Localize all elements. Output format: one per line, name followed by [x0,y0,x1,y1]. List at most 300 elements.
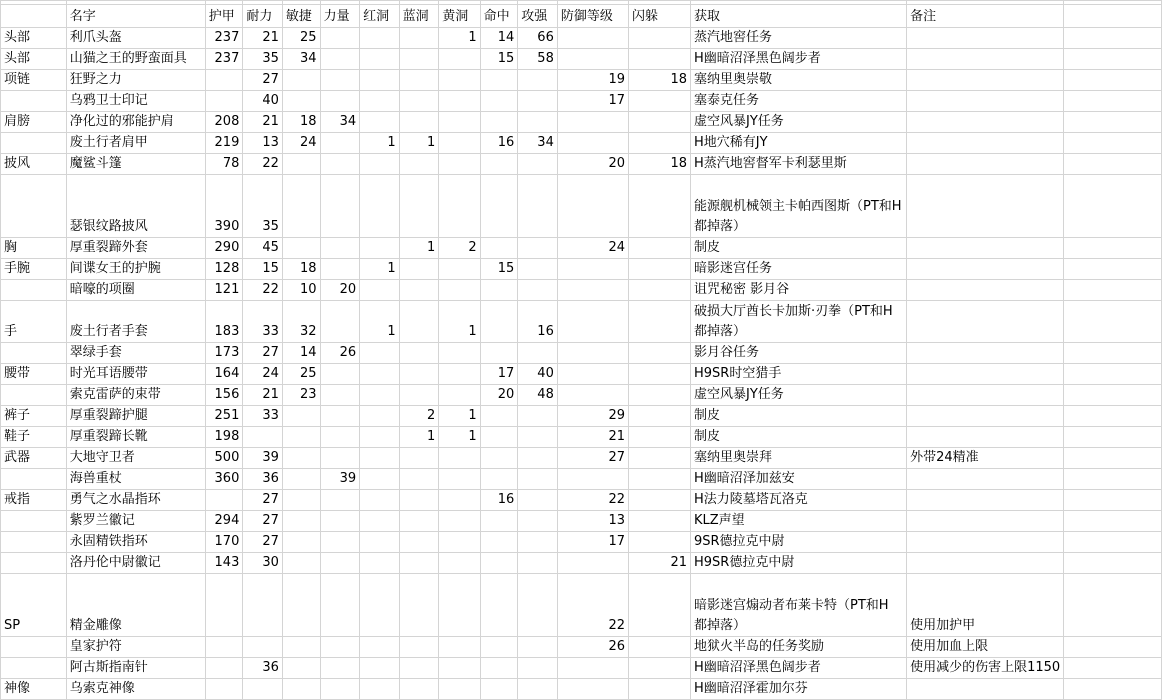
header-cell-agility[interactable]: 敏捷 [282,5,320,28]
cell-yellow-socket[interactable] [439,490,480,511]
cell-defense[interactable]: 29 [557,406,628,427]
cell-hit[interactable]: 20 [480,385,518,406]
cell-note[interactable] [907,238,1064,259]
cell-note[interactable] [907,175,1064,238]
cell-stamina[interactable]: 36 [243,469,283,490]
header-cell-slot[interactable] [1,5,67,28]
cell-blue-socket[interactable] [399,448,439,469]
header-cell-hit[interactable]: 命中 [480,5,518,28]
cell-slot[interactable] [1,532,67,553]
cell-slot[interactable]: 手 [1,301,67,343]
cell-name[interactable]: 阿古斯指南针 [66,658,205,679]
cell-attack-power[interactable] [518,553,558,574]
cell-extra[interactable] [1064,427,1162,448]
cell-blue-socket[interactable] [399,301,439,343]
cell-strength[interactable] [320,364,360,385]
cell-blue-socket[interactable] [399,574,439,637]
cell-agility[interactable] [282,574,320,637]
cell-extra[interactable] [1064,28,1162,49]
cell-blue-socket[interactable] [399,154,439,175]
cell-name[interactable]: 厚重裂蹄长靴 [66,427,205,448]
cell-agility[interactable] [282,238,320,259]
cell-armor[interactable]: 500 [205,448,243,469]
cell-dodge[interactable] [629,490,691,511]
cell-armor[interactable]: 143 [205,553,243,574]
cell-note[interactable] [907,343,1064,364]
cell-stamina[interactable]: 40 [243,91,283,112]
cell-slot[interactable]: 头部 [1,28,67,49]
cell-dodge[interactable] [629,469,691,490]
cell-dodge[interactable] [629,301,691,343]
cell-note[interactable] [907,259,1064,280]
cell-slot[interactable] [1,91,67,112]
cell-dodge[interactable] [629,175,691,238]
cell-attack-power[interactable] [518,112,558,133]
cell-source[interactable]: 影月谷任务 [690,343,906,364]
cell-strength[interactable] [320,658,360,679]
cell-defense[interactable] [557,49,628,70]
cell-stamina[interactable]: 27 [243,70,283,91]
cell-agility[interactable] [282,448,320,469]
cell-attack-power[interactable] [518,679,558,700]
cell-attack-power[interactable]: 16 [518,301,558,343]
cell-blue-socket[interactable] [399,28,439,49]
cell-extra[interactable] [1064,532,1162,553]
cell-yellow-socket[interactable] [439,511,480,532]
cell-dodge[interactable] [629,448,691,469]
cell-strength[interactable] [320,490,360,511]
cell-slot[interactable] [1,637,67,658]
cell-source[interactable]: 塞纳里奥崇敬 [690,70,906,91]
cell-armor[interactable] [205,658,243,679]
cell-yellow-socket[interactable] [439,658,480,679]
cell-source[interactable]: H幽暗沼泽黑色阔步者 [690,49,906,70]
cell-attack-power[interactable] [518,532,558,553]
cell-armor[interactable]: 219 [205,133,243,154]
cell-source[interactable]: 制皮 [690,406,906,427]
cell-yellow-socket[interactable]: 2 [439,238,480,259]
cell-extra[interactable] [1064,490,1162,511]
cell-hit[interactable] [480,511,518,532]
cell-name[interactable]: 勇气之水晶指环 [66,490,205,511]
cell-agility[interactable] [282,553,320,574]
cell-stamina[interactable]: 21 [243,28,283,49]
cell-defense[interactable] [557,301,628,343]
cell-blue-socket[interactable] [399,364,439,385]
cell-hit[interactable]: 16 [480,133,518,154]
cell-yellow-socket[interactable] [439,70,480,91]
cell-red-socket[interactable]: 1 [360,301,400,343]
cell-note[interactable] [907,553,1064,574]
cell-slot[interactable]: 手腕 [1,259,67,280]
cell-source[interactable]: 暗影迷宫任务 [690,259,906,280]
cell-blue-socket[interactable] [399,469,439,490]
cell-armor[interactable]: 121 [205,280,243,301]
cell-blue-socket[interactable]: 1 [399,427,439,448]
cell-hit[interactable] [480,532,518,553]
cell-blue-socket[interactable] [399,511,439,532]
cell-attack-power[interactable] [518,154,558,175]
cell-attack-power[interactable] [518,175,558,238]
cell-dodge[interactable] [629,364,691,385]
cell-dodge[interactable]: 21 [629,553,691,574]
cell-extra[interactable] [1064,154,1162,175]
cell-dodge[interactable] [629,280,691,301]
cell-extra[interactable] [1064,301,1162,343]
cell-stamina[interactable]: 24 [243,364,283,385]
cell-hit[interactable] [480,427,518,448]
cell-extra[interactable] [1064,364,1162,385]
cell-agility[interactable] [282,70,320,91]
cell-red-socket[interactable] [360,511,400,532]
header-cell-note[interactable]: 备注 [907,5,1064,28]
cell-dodge[interactable] [629,637,691,658]
cell-name[interactable]: 废土行者肩甲 [66,133,205,154]
cell-slot[interactable] [1,175,67,238]
cell-extra[interactable] [1064,70,1162,91]
cell-strength[interactable] [320,28,360,49]
cell-attack-power[interactable] [518,70,558,91]
cell-defense[interactable] [557,343,628,364]
cell-source[interactable]: 塞泰克任务 [690,91,906,112]
cell-slot[interactable]: 肩膀 [1,112,67,133]
cell-extra[interactable] [1064,448,1162,469]
cell-armor[interactable] [205,70,243,91]
cell-strength[interactable]: 26 [320,343,360,364]
header-cell-stamina[interactable]: 耐力 [243,5,283,28]
cell-red-socket[interactable] [360,28,400,49]
cell-extra[interactable] [1064,385,1162,406]
cell-stamina[interactable]: 27 [243,490,283,511]
cell-defense[interactable] [557,385,628,406]
header-cell-red-socket[interactable]: 红洞 [360,5,400,28]
cell-agility[interactable] [282,91,320,112]
cell-yellow-socket[interactable] [439,469,480,490]
cell-name[interactable]: 时光耳语腰带 [66,364,205,385]
cell-defense[interactable]: 20 [557,154,628,175]
cell-strength[interactable] [320,574,360,637]
cell-strength[interactable] [320,91,360,112]
cell-blue-socket[interactable] [399,490,439,511]
cell-armor[interactable]: 198 [205,427,243,448]
cell-extra[interactable] [1064,511,1162,532]
cell-yellow-socket[interactable] [439,175,480,238]
cell-red-socket[interactable]: 1 [360,259,400,280]
cell-blue-socket[interactable] [399,112,439,133]
cell-dodge[interactable] [629,91,691,112]
cell-strength[interactable] [320,385,360,406]
cell-dodge[interactable] [629,112,691,133]
cell-name[interactable]: 山猫之王的野蛮面具 [66,49,205,70]
cell-note[interactable] [907,511,1064,532]
cell-red-socket[interactable] [360,679,400,700]
cell-yellow-socket[interactable] [439,574,480,637]
cell-attack-power[interactable]: 34 [518,133,558,154]
cell-red-socket[interactable] [360,385,400,406]
cell-name[interactable]: 废土行者手套 [66,301,205,343]
cell-stamina[interactable]: 45 [243,238,283,259]
cell-defense[interactable]: 27 [557,448,628,469]
cell-armor[interactable]: 156 [205,385,243,406]
cell-armor[interactable]: 173 [205,343,243,364]
cell-defense[interactable]: 13 [557,511,628,532]
cell-source[interactable]: H幽暗沼泽霍加尔芬 [690,679,906,700]
cell-slot[interactable] [1,280,67,301]
cell-yellow-socket[interactable] [439,112,480,133]
cell-red-socket[interactable] [360,175,400,238]
cell-dodge[interactable] [629,658,691,679]
cell-defense[interactable] [557,679,628,700]
cell-dodge[interactable] [629,574,691,637]
cell-attack-power[interactable] [518,469,558,490]
cell-attack-power[interactable] [518,511,558,532]
cell-hit[interactable]: 16 [480,490,518,511]
cell-note[interactable] [907,679,1064,700]
cell-name[interactable]: 紫罗兰徽记 [66,511,205,532]
cell-agility[interactable]: 18 [282,259,320,280]
cell-armor[interactable]: 251 [205,406,243,427]
cell-armor[interactable]: 128 [205,259,243,280]
cell-red-socket[interactable] [360,91,400,112]
cell-blue-socket[interactable] [399,637,439,658]
cell-hit[interactable] [480,553,518,574]
cell-name[interactable]: 皇家护符 [66,637,205,658]
cell-armor[interactable]: 237 [205,49,243,70]
cell-attack-power[interactable] [518,574,558,637]
cell-hit[interactable]: 15 [480,259,518,280]
cell-yellow-socket[interactable] [439,259,480,280]
cell-defense[interactable]: 19 [557,70,628,91]
cell-defense[interactable]: 22 [557,574,628,637]
cell-source[interactable]: 塞纳里奥崇拜 [690,448,906,469]
cell-name[interactable]: 利爪头盔 [66,28,205,49]
cell-yellow-socket[interactable] [439,343,480,364]
cell-strength[interactable] [320,133,360,154]
cell-agility[interactable] [282,175,320,238]
cell-strength[interactable] [320,301,360,343]
cell-armor[interactable]: 290 [205,238,243,259]
cell-attack-power[interactable]: 58 [518,49,558,70]
header-cell-armor[interactable]: 护甲 [205,5,243,28]
cell-yellow-socket[interactable] [439,91,480,112]
header-cell-dodge[interactable]: 闪躲 [629,5,691,28]
cell-name[interactable]: 乌鸦卫士印记 [66,91,205,112]
cell-slot[interactable]: 腰带 [1,364,67,385]
cell-strength[interactable] [320,406,360,427]
cell-stamina[interactable]: 22 [243,154,283,175]
cell-note[interactable] [907,28,1064,49]
cell-extra[interactable] [1064,91,1162,112]
cell-yellow-socket[interactable] [439,385,480,406]
cell-stamina[interactable] [243,574,283,637]
cell-red-socket[interactable] [360,532,400,553]
cell-source[interactable]: H地穴稀有JY [690,133,906,154]
cell-strength[interactable]: 39 [320,469,360,490]
cell-armor[interactable]: 237 [205,28,243,49]
cell-attack-power[interactable] [518,343,558,364]
cell-defense[interactable]: 17 [557,532,628,553]
cell-stamina[interactable]: 36 [243,658,283,679]
cell-attack-power[interactable] [518,448,558,469]
cell-slot[interactable]: 鞋子 [1,427,67,448]
cell-name[interactable]: 净化过的邪能护肩 [66,112,205,133]
cell-agility[interactable] [282,427,320,448]
cell-stamina[interactable] [243,427,283,448]
cell-stamina[interactable]: 22 [243,280,283,301]
cell-hit[interactable]: 14 [480,28,518,49]
cell-source[interactable]: H幽暗沼泽加兹安 [690,469,906,490]
cell-defense[interactable] [557,469,628,490]
cell-defense[interactable] [557,259,628,280]
cell-stamina[interactable]: 21 [243,385,283,406]
cell-red-socket[interactable] [360,490,400,511]
cell-dodge[interactable]: 18 [629,154,691,175]
cell-note[interactable] [907,385,1064,406]
cell-defense[interactable] [557,364,628,385]
cell-strength[interactable] [320,448,360,469]
cell-red-socket[interactable] [360,343,400,364]
cell-extra[interactable] [1064,679,1162,700]
cell-yellow-socket[interactable]: 1 [439,427,480,448]
cell-strength[interactable] [320,637,360,658]
cell-yellow-socket[interactable] [439,364,480,385]
cell-slot[interactable] [1,469,67,490]
cell-stamina[interactable]: 30 [243,553,283,574]
cell-source[interactable]: 9SR德拉克中尉 [690,532,906,553]
cell-slot[interactable]: 项链 [1,70,67,91]
cell-red-socket[interactable] [360,469,400,490]
cell-armor[interactable] [205,574,243,637]
cell-note[interactable]: 使用减少的伤害上限1150 [907,658,1064,679]
cell-hit[interactable] [480,448,518,469]
cell-armor[interactable]: 360 [205,469,243,490]
cell-hit[interactable] [480,112,518,133]
cell-slot[interactable]: 戒指 [1,490,67,511]
cell-dodge[interactable] [629,343,691,364]
cell-extra[interactable] [1064,175,1162,238]
cell-blue-socket[interactable] [399,532,439,553]
cell-source[interactable]: 地狱火半岛的任务奖励 [690,637,906,658]
cell-strength[interactable] [320,427,360,448]
cell-slot[interactable] [1,553,67,574]
header-cell-source[interactable]: 获取 [690,5,906,28]
cell-hit[interactable] [480,343,518,364]
cell-yellow-socket[interactable] [439,532,480,553]
cell-hit[interactable] [480,469,518,490]
cell-armor[interactable]: 78 [205,154,243,175]
cell-dodge[interactable]: 18 [629,70,691,91]
cell-red-socket[interactable] [360,238,400,259]
cell-defense[interactable] [557,112,628,133]
cell-strength[interactable] [320,154,360,175]
cell-extra[interactable] [1064,343,1162,364]
cell-dodge[interactable] [629,238,691,259]
cell-blue-socket[interactable]: 2 [399,406,439,427]
cell-name[interactable]: 索克雷萨的束带 [66,385,205,406]
cell-blue-socket[interactable] [399,175,439,238]
cell-armor[interactable]: 183 [205,301,243,343]
cell-agility[interactable]: 18 [282,112,320,133]
cell-dodge[interactable] [629,259,691,280]
cell-note[interactable] [907,469,1064,490]
cell-source[interactable]: H幽暗沼泽黑色阔步者 [690,658,906,679]
cell-attack-power[interactable] [518,658,558,679]
cell-note[interactable]: 外带24精准 [907,448,1064,469]
cell-blue-socket[interactable] [399,280,439,301]
cell-name[interactable]: 暗嚎的项圈 [66,280,205,301]
cell-source[interactable]: 破损大厅酋长卡加斯·刃拳（PT和H 都掉落） [690,301,906,343]
cell-agility[interactable] [282,637,320,658]
cell-hit[interactable] [480,238,518,259]
cell-stamina[interactable]: 15 [243,259,283,280]
cell-blue-socket[interactable] [399,385,439,406]
cell-strength[interactable] [320,49,360,70]
cell-source[interactable]: H蒸汽地窖督军卡利瑟里斯 [690,154,906,175]
cell-note[interactable] [907,532,1064,553]
cell-yellow-socket[interactable] [439,679,480,700]
cell-strength[interactable] [320,532,360,553]
cell-defense[interactable]: 24 [557,238,628,259]
cell-name[interactable]: 间谍女王的护腕 [66,259,205,280]
cell-attack-power[interactable] [518,427,558,448]
cell-agility[interactable]: 24 [282,133,320,154]
cell-defense[interactable]: 21 [557,427,628,448]
cell-source[interactable]: 制皮 [690,238,906,259]
header-cell-attack-power[interactable]: 攻强 [518,5,558,28]
cell-dodge[interactable] [629,532,691,553]
cell-red-socket[interactable] [360,574,400,637]
cell-attack-power[interactable]: 40 [518,364,558,385]
cell-dodge[interactable] [629,427,691,448]
cell-blue-socket[interactable]: 1 [399,133,439,154]
cell-hit[interactable] [480,406,518,427]
cell-note[interactable] [907,154,1064,175]
cell-extra[interactable] [1064,406,1162,427]
cell-yellow-socket[interactable] [439,448,480,469]
cell-blue-socket[interactable]: 1 [399,238,439,259]
cell-yellow-socket[interactable] [439,133,480,154]
cell-strength[interactable] [320,679,360,700]
cell-yellow-socket[interactable] [439,280,480,301]
cell-blue-socket[interactable] [399,49,439,70]
cell-armor[interactable]: 294 [205,511,243,532]
cell-agility[interactable] [282,532,320,553]
cell-stamina[interactable]: 27 [243,532,283,553]
cell-slot[interactable] [1,658,67,679]
cell-source[interactable]: 虚空风暴JY任务 [690,112,906,133]
cell-hit[interactable] [480,637,518,658]
cell-stamina[interactable]: 21 [243,112,283,133]
cell-source[interactable]: 虚空风暴JY任务 [690,385,906,406]
cell-name[interactable]: 狂野之力 [66,70,205,91]
cell-source[interactable]: 诅咒秘密 影月谷 [690,280,906,301]
cell-defense[interactable]: 17 [557,91,628,112]
cell-strength[interactable] [320,511,360,532]
cell-defense[interactable]: 26 [557,637,628,658]
cell-source[interactable]: 制皮 [690,427,906,448]
cell-source[interactable]: 能源舰机械领主卡帕西图斯（PT和H 都掉落） [690,175,906,238]
cell-blue-socket[interactable] [399,70,439,91]
cell-dodge[interactable] [629,133,691,154]
cell-strength[interactable]: 20 [320,280,360,301]
cell-armor[interactable]: 390 [205,175,243,238]
cell-attack-power[interactable] [518,280,558,301]
cell-source[interactable]: H9SR时空猎手 [690,364,906,385]
cell-hit[interactable] [480,70,518,91]
cell-armor[interactable]: 164 [205,364,243,385]
cell-strength[interactable] [320,175,360,238]
header-cell-blue-socket[interactable]: 蓝洞 [399,5,439,28]
